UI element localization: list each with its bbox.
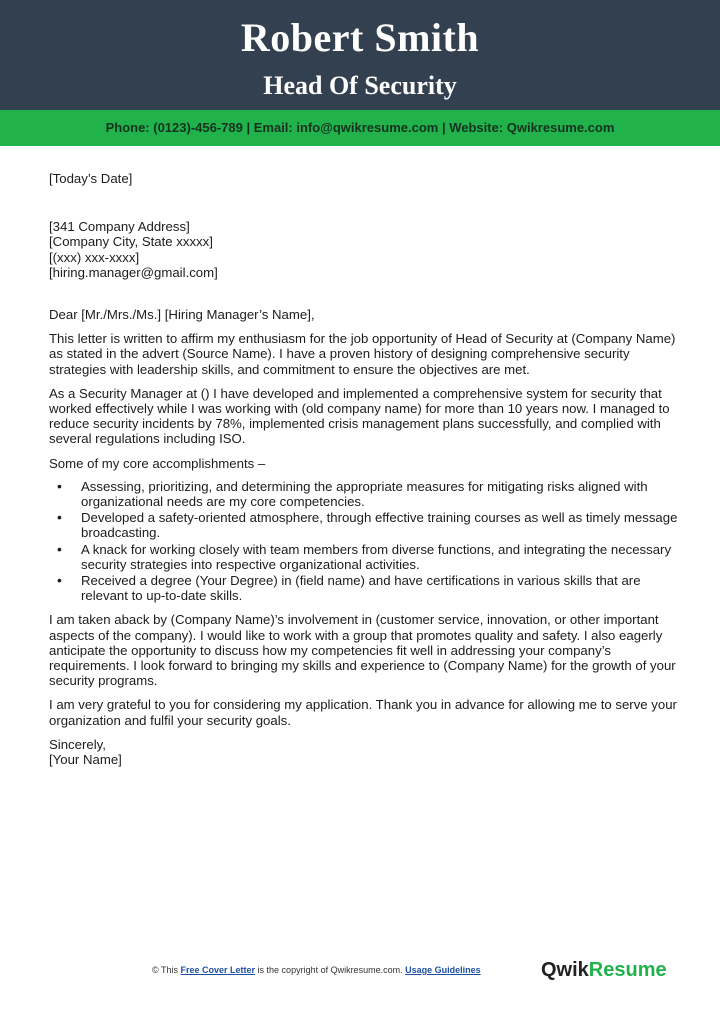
closing [49,737,679,767]
paragraph-thanks: I am very grateful to you for considering my application. Thank you in advance for allowing me to serve your organization and fulfil your security goals. [49,697,677,728]
applicant-name: Robert Smith [240,15,480,60]
paragraph-company: I am taken aback by (Company Name)’s involvement in (customer service, innovation, or other important aspects of the company). I would like to work with a group that promotes quality and safety. I also eagerly anticipate the opportunity to discuss how my competencies fit well in addressing your company’s requirements. I look forward to bringing my skills and experience to (Company Name) for the growth of your security programs. [49,612,676,689]
accomplishments-list [49,479,679,604]
applicant-role: Head Of Security [263,71,457,100]
list-item: • Received a degree (Your Degree) in (field name) and have certifications in various skills that are relevant to up-to-date skills. [81,573,679,603]
list-item: • Developed a safety-oriented atmosphere, through effective training courses as well as timely message broadcasting. [81,510,679,540]
letter-header [0,0,720,110]
paragraph-experience: As a Security Manager at () I have developed and implemented a comprehensive system for security that worked effectively while I was working with (old company name) for more than 10 years now. I managed to reduce security incidents by 78%, implemented crisis management plans successfully, and complied with several regulations including ISO. [49,385,670,447]
address-line: [(xxx) xxx-xxxx] [49,249,140,265]
copyright-prefix: © This [152,965,178,975]
list-item: • A knack for working closely with team members from diverse functions, and integrating the necessary security strategies into respective organizational activities. [81,542,679,572]
address-line: [Company City, State xxxxx] [49,234,213,250]
copyright-middle: is the copyright of Qwikresume.com. [257,965,403,975]
letter-date: [Today’s Date] [49,171,133,186]
cover-letter-link[interactable]: Free Cover Letter [180,965,256,975]
contact-bar: Phone: (0123)-456-789 | Email: info@qwikresume.com | Website: Qwikresume.com [0,110,720,146]
closing-word: Sincerely, [49,736,106,752]
logo-part-resume: Resume [588,959,667,981]
address-line: [341 Company Address] [49,219,190,235]
paragraph-intro: This letter is written to affirm my enthusiasm for the job opportunity of Head of Security at (Company Name) as stated in the advert (Source Name). I have a proven history of designing comprehensive security strategies with leadership skills, and commitment to ensure the objectives are met. [49,331,676,377]
usage-guidelines-link[interactable]: Usage Guidelines [405,965,481,975]
company-address [49,219,679,280]
letter-body [49,171,679,767]
address-line: [hiring.manager@gmail.com] [49,264,218,280]
signature: [Your Name] [49,752,122,768]
qwikresume-logo [541,959,667,982]
copyright-notice [152,965,481,975]
accomplishments-intro: Some of my core accomplishments – [49,455,266,471]
salutation: Dear [Mr./Mrs./Ms.] [Hiring Manager’s Name], [49,307,315,323]
logo-part-qwik: Qwik [541,959,589,981]
list-item: • Assessing, prioritizing, and determining the appropriate measures for mitigating risks aligned with organizational needs are my core competencies. [81,479,679,509]
footer [0,959,720,982]
